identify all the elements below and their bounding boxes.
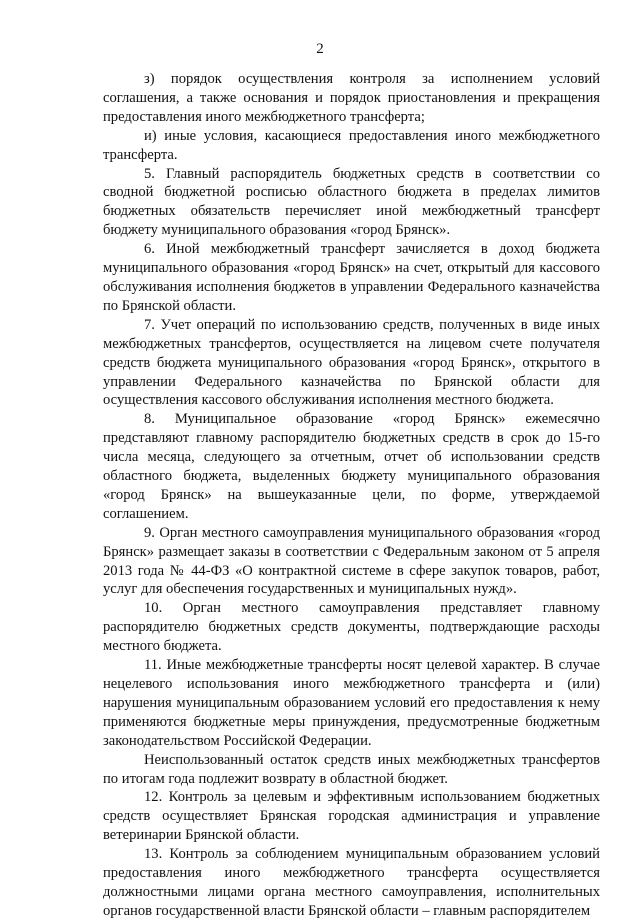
- paragraph-7: 7. Учет операций по использованию средств, полученных в виде иных межбюджетных трансфертов, осуществляется на лицевом счете получателя средств бюджета муниципального образования «город Брянск», открытого в управлении Федерального казначейства по Брянской области для осуществления кассового обслуживания исполнения местного бюджета.: [103, 316, 600, 409]
- paragraph-clause-i: и) иные условия, касающиеся предоставления иного межбюджетного трансферта.: [103, 127, 600, 163]
- paragraph-8: 8. Муниципальное образование «город Брянск» ежемесячно представляют главному распорядителю бюджетных средств в срок до 15-го числа месяца, следующего за отчетным, отчет об использовании средств областного бюджета, выделенных бюджету муниципального образования «город Брянск» на вышеуказанные цели, по форме, утверждаемой соглашением.: [103, 411, 600, 522]
- page-number: 2: [316, 41, 324, 57]
- document-body: [103, 70, 600, 921]
- paragraph-12: 12. Контроль за целевым и эффективным использованием бюджетных средств осуществляет Брянская городская администрация и управление ветеринарии Брянской области.: [103, 789, 600, 844]
- paragraph-9: 9. Орган местного самоуправления муниципального образования «город Брянск» размещает заказы в соответствии с Федеральным законом от 5 апреля 2013 года № 44-ФЗ «О контрактной системе в сфере закупок товаров, работ, услуг для обеспечения государственных и муниципальных нужд».: [103, 524, 600, 598]
- paragraph-6: 6. Иной межбюджетный трансферт зачисляется в доход бюджета муниципального образования «город Брянск» на счет, открытый для кассового обслуживания исполнения бюджетов в управлении Федерального казначейства по Брянской области.: [103, 241, 600, 314]
- paragraph-13: 13. Контроль за соблюдением муниципальным образованием условий предоставления иного межбюджетного трансферта осуществляется должностными лицами органа местного самоуправления, исполнительных органов государственной власти Брянской области – главным распорядителем: [103, 846, 600, 919]
- paragraph-clause-z: з) порядок осуществления контроля за исполнением условий соглашения, а также основания и порядок приостановления и прекращения предоставления иного межбюджетного трансферта;: [103, 71, 600, 125]
- paragraph-unused-balance: Неиспользованный остаток средств иных межбюджетных трансфертов по итогам года подлежит возврату в областной бюджет.: [103, 751, 600, 787]
- paragraph-5: 5. Главный распорядитель бюджетных средств в соответствии со сводной бюджетной росписью областного бюджета в пределах лимитов бюджетных обязательств перечисляет иной межбюджетный трансферт бюджету муниципального образования «город Брянск».: [103, 165, 600, 239]
- paragraph-10: 10. Орган местного самоуправления представляет главному распорядителю бюджетных средств документы, подтверждающие расходы местного бюджета.: [103, 600, 600, 655]
- paragraph-11: 11. Иные межбюджетные трансферты носят целевой характер. В случае нецелевого использования иного межбюджетного трансферта и (или) нарушения муниципальным образованием условий его предоставления к нему применяются бюджетные меры принуждения, предусмотренные бюджетным законодательством Российской Федерации.: [103, 657, 600, 749]
